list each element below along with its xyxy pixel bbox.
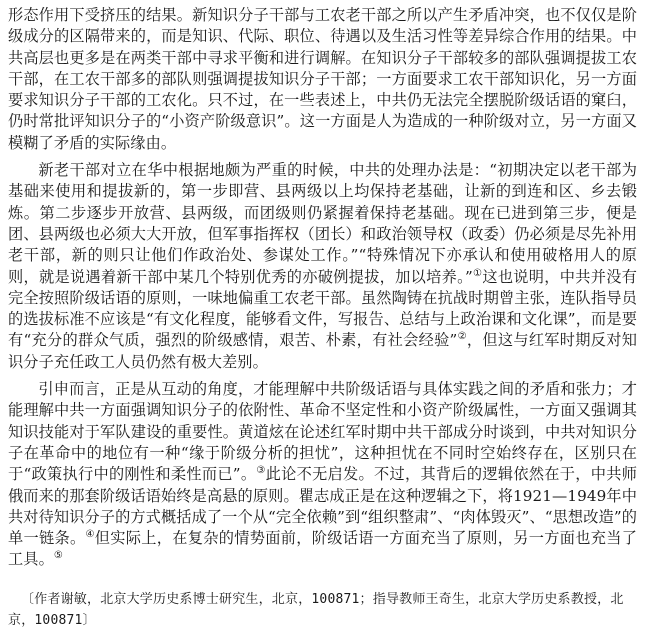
paragraph xyxy=(8,5,637,154)
paragraph xyxy=(8,379,637,571)
paragraph xyxy=(8,160,637,373)
paragraph-text: 引申而言，正是从互动的角度，才能理解中共阶级话语与具体实践之间的矛盾和张力；才能理解中共一方面强调知识分子的依附性、革命不坚定性和小资产阶级属性，一方面又强调其知识技能对于军队建设的重要性。黄道炫在论述红军时期中共干部成分时谈到，中共对知识分子在革命中的地位有一种“缘于阶级分析的担忧”，这种担忧在不同时空始终存在，区别只在于“政策执行中的刚性和柔性而已”。 xyxy=(8,380,637,484)
footnote-marker[interactable]: ② xyxy=(457,331,467,343)
footnote-marker[interactable]: ① xyxy=(472,267,483,279)
paragraph-text: 新老干部对立在华中根据地颇为严重的时候，中共的处理办法是：“初期决定以老干部为基础来使用和提拔新的，第一步即营、县两级以上均保持老基础，让新的到连和区、乡去锻炼。第二步逐步开放营、县两级，而团级则仍紧握着保持老基础。现在已进到第三步，便是团、县两级也必须大大开放，但军事指挥权（团长）和政治领导权（政委）仍必须是尽先补用老干部，新的则只让他们作政治处、参谋处工作。”“特殊情况下亦承认和使用破格用人的原则，就是说遇着新干部中某几个特别优秀的亦破例提拔，加以培养。” xyxy=(8,161,637,286)
footnote-marker[interactable]: ④ xyxy=(85,529,95,541)
footnote-marker[interactable]: ③ xyxy=(256,465,266,477)
paragraph-text: ，但这与红军时期反对知识分子充任政工人员仍然有极大差别。 xyxy=(8,331,637,371)
author-note: 〔作者谢敏，北京大学历史系博士研究生，北京，100871；指导教师王奇生，北京大学历史系教授，北京，100871〕 xyxy=(8,591,624,628)
paragraph-text: 但实际上，在复杂的情势面前，阶级话语一方面充当了原则，另一方面也充当了工具。 xyxy=(8,529,638,569)
paragraph-text: 此论不无启发。不过，其背后的逻辑依然在于，中共师俄而来的那套阶级话语始终是高悬的原则。瞿志成正是在这种逻辑之下，将1921—1949年中共对待知识分子的方式概括成了一个从“完全依赖”到“组织整肃”、“肉体毁灭”、“思想改造”的单一链条。 xyxy=(8,465,637,548)
paragraph-text: 形态作用下受挤压的结果。新知识分子干部与工农老干部之所以产生矛盾冲突，也不仅仅是阶级成分的区隔带来的，而是知识、代际、职位、待遇以及生活习性等差异综合作用的结果。中共高层也更多是在两类干部中寻求平衡和进行调解。在知识分子干部较多的部队强调提拔工农干部，在工农干部多的部队则强调提拔知识分子干部；一方面要求工农干部知识化，另一方面要求知识分子干部的工农化。只不过，在一些表述上，中共仍无法完全摆脱阶级话语的窠臼，仍时常批评知识分子的“小资产阶级意识”。这一方面是人为造成的一种阶级对立，另一方面又模糊了矛盾的实际缘由。 xyxy=(8,6,637,152)
article-body xyxy=(8,5,637,571)
footnote-marker[interactable]: ⑤ xyxy=(53,550,63,562)
paragraph-text: 这也说明，中共并没有完全按照阶级话语的原则，一味地偏重工农老干部。虽然陶铸在抗战时期曾主张，连队指导员的选拔标准不应该是“有文化程度，能够看文件，写报告、总结与上政治课和文化课”，而是要有“充分的群众气质，强烈的阶级感情，艰苦、朴素，有社会经验” xyxy=(8,267,637,350)
